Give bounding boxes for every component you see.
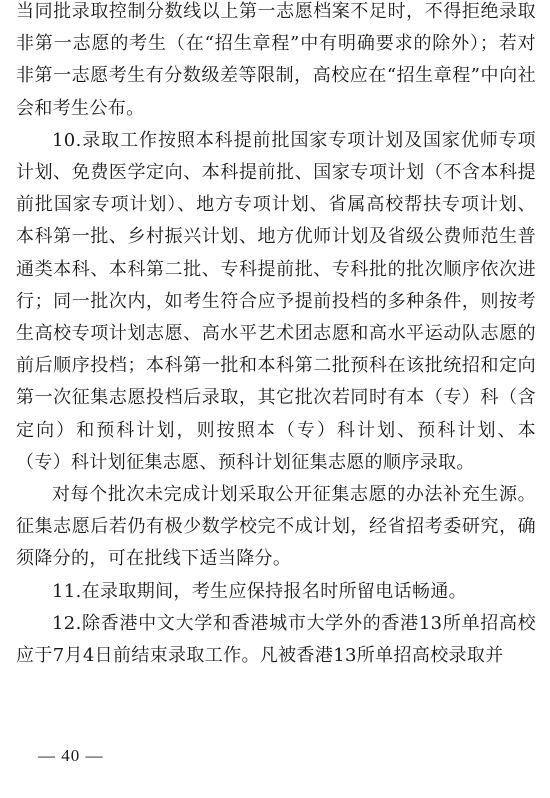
paragraph-supplementary-enrollment: 对每个批次未完成计划采取公开征集志愿的办法补充生源。征集志愿后若仍有极少数学校完不成计划，经省招考委研究，确须降分的，可在批线下适当降分。 xyxy=(16,484,536,570)
document-body xyxy=(16,0,536,672)
paragraph-item-10: 10.录取工作按照本科提前批国家专项计划及国家优师专项计划、免费医学定向、本科提前批、国家专项计划（不含本科提前批国家专项计划）、地方专项计划、省属高校帮扶专项计划、本科第一批、乡村振兴计划、地方优师计划及省级公费师范生普通类本科、本科第二批、专科提前批、专科批的批次顺序依次进行；同一批次内，如考生符合应予提前投档的多种条件，则按考生高校专项计划志愿、高水平艺术团志愿和高水平运动队志愿的前后顺序投档；本科第一批和本科第二批预科在该批统招和定向第一次征集志愿投档后录取，其它批次若同时有本（专）科（含定向）和预科计划，则按照本（专）科计划、预科计划、本（专）科计划征集志愿、预科计划征集志愿的顺序录取。 xyxy=(16,129,536,473)
paragraph-item-12: 12.除香港中文大学和香港城市大学外的香港13所单招高校应于7月4日前结束录取工作。凡被香港13所单招高校录取并 xyxy=(16,612,536,667)
paragraph-item-11: 11.在录取期间，考生应保持报名时所留电话畅通。 xyxy=(52,580,468,602)
page-number: — 40 — xyxy=(38,746,104,765)
paragraph-continued: 当同批录取控制分数线以上第一志愿档案不足时，不得拒绝录取非第一志愿的考生（在“招生章程”中有明确要求的除外）；若对非第一志愿考生有分数级差等限制，高校应在“招生章程”中向社会和考生公布。 xyxy=(16,1,536,119)
